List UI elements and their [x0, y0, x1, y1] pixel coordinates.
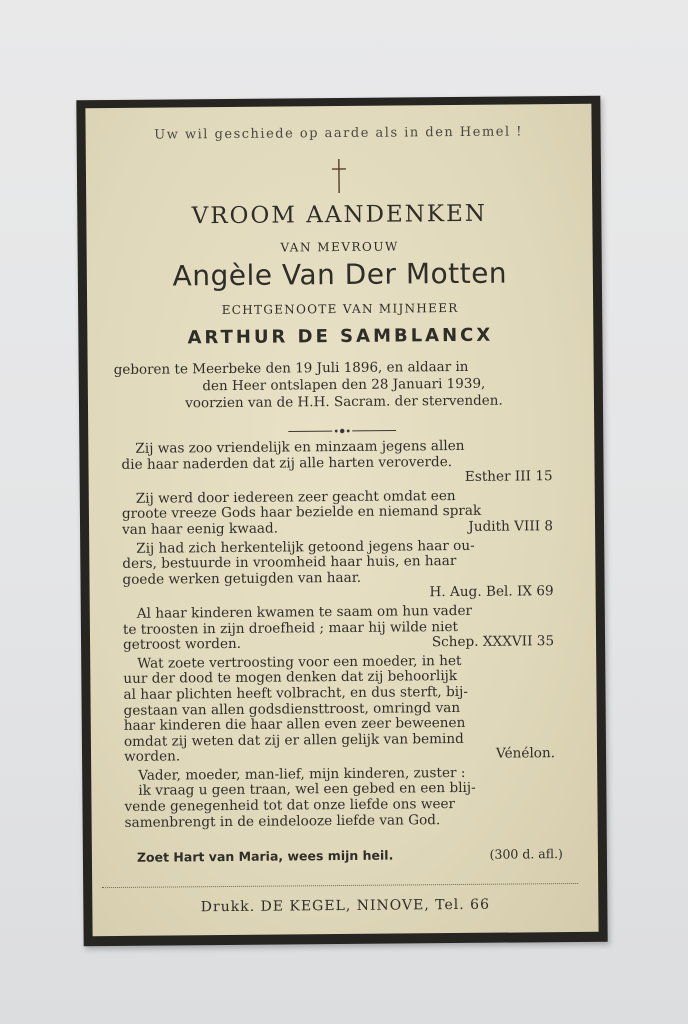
- quote-line: gestaan van allen godsdiensttroost, omringd van: [123, 699, 461, 719]
- quote-line: [123, 634, 574, 654]
- quote-line: te troosten in zijn droefheid ; maar hij wilde niet: [122, 618, 459, 638]
- printer-imprint: Drukk. DE KEGEL, NINOVE, Tel. 66: [200, 896, 491, 916]
- quote-block: [124, 765, 576, 831]
- deceased-name: Angèle Van Der Motten: [172, 256, 508, 293]
- quote-reference: Judith VIII 8: [468, 518, 554, 535]
- quote-line: Zij werd door iedereen zeer geacht omdat een: [135, 487, 456, 507]
- from-label: VAN MEVROUW: [280, 239, 399, 255]
- quote-block: [123, 653, 575, 766]
- quote-line: ik vraag u geen traan, wel een gebed en een blij-: [138, 780, 476, 800]
- dotted-divider: [102, 883, 578, 888]
- quote-line-text: worden.: [123, 748, 181, 766]
- quote-line: groote vreeze Gods haar bezielde en niemand sprak: [121, 503, 482, 523]
- bio-line: den Heer ontslapen den 28 Januari 1939,: [202, 375, 486, 395]
- prayer-text: Zoet Hart van Maria, wees mijn heil.: [136, 847, 394, 865]
- quote-line: [122, 519, 573, 539]
- quote-reference: Vénélon.: [495, 745, 556, 762]
- quote-line: Zij was zoo vriendelijk en minzaam jegens allen: [135, 437, 465, 457]
- quote-reference: Schep. XXXVII 35: [431, 633, 555, 651]
- quote-line: vende genegenheid tot dat onze liefde ons weer: [124, 796, 456, 815]
- quote-line: uur der dood te mogen denken dat zij behoorlijk: [123, 668, 458, 688]
- quote-reference: H. Aug. Bel. IX 69: [429, 583, 554, 601]
- quote-line: goede werken getuigden van haar.: [122, 569, 362, 588]
- quote-line: samenbrengt in de eindelooze liefde van God.: [124, 811, 441, 831]
- quote-block: [122, 538, 574, 604]
- memorial-card: [76, 96, 607, 947]
- quote-block: [121, 438, 572, 489]
- quote-line: Vader, moeder, man-lief, mijn kinderen, zuster :: [138, 764, 466, 784]
- quote-line: Al haar kinderen kwamen te saam om hun vader: [136, 602, 473, 622]
- cross-icon: [329, 158, 349, 194]
- bio-line: voorzien van de H.H. Sacram. der stervenden.: [185, 392, 503, 412]
- biography: [114, 358, 574, 413]
- quote-line: omdat zij weten dat zij er allen gelijk van bemind: [123, 730, 464, 750]
- quote-reference: Esther III 15: [464, 468, 553, 486]
- quote-line-text: getroost worden.: [123, 636, 242, 654]
- card-face: [85, 104, 598, 936]
- indulgence-note: (300 d. afl.): [489, 846, 563, 862]
- prayer-line: [137, 846, 563, 865]
- quote-line-text: van haar eenig kwaad.: [121, 520, 279, 538]
- ornament-divider: [288, 426, 396, 437]
- spouse-name: ARTHUR DE SAMBLANCX: [187, 324, 494, 349]
- motto: Uw wil geschiede op aarde als in den Hemel !: [154, 124, 524, 143]
- quote-block: [122, 488, 573, 539]
- spouse-label: ECHTGENOOTE VAN MIJNHEER: [221, 300, 459, 318]
- quote-block: [123, 603, 574, 654]
- scripture-quotes: [121, 438, 575, 834]
- quote-line: al haar plichten heeft volbracht, en dus sterft, bij-: [123, 683, 468, 703]
- quote-line: haar kinderen die haar allen even zeer beweenen: [123, 715, 466, 735]
- quote-line: die haar naderden dat zij alle harten veroverde.: [121, 453, 453, 473]
- quote-line: Wat zoete vertroosting voor een moeder, in het: [137, 652, 462, 672]
- bio-line: geboren te Meerbeke den 19 Juli 1896, en aldaar in: [113, 358, 469, 378]
- quote-line: Zij had zich herkentelijk getoond jegens haar ou-: [136, 537, 475, 557]
- card-title: VROOM AANDENKEN: [191, 200, 488, 230]
- quote-line: ders, bestuurde in vroomheid haar huis, en haar: [122, 553, 457, 573]
